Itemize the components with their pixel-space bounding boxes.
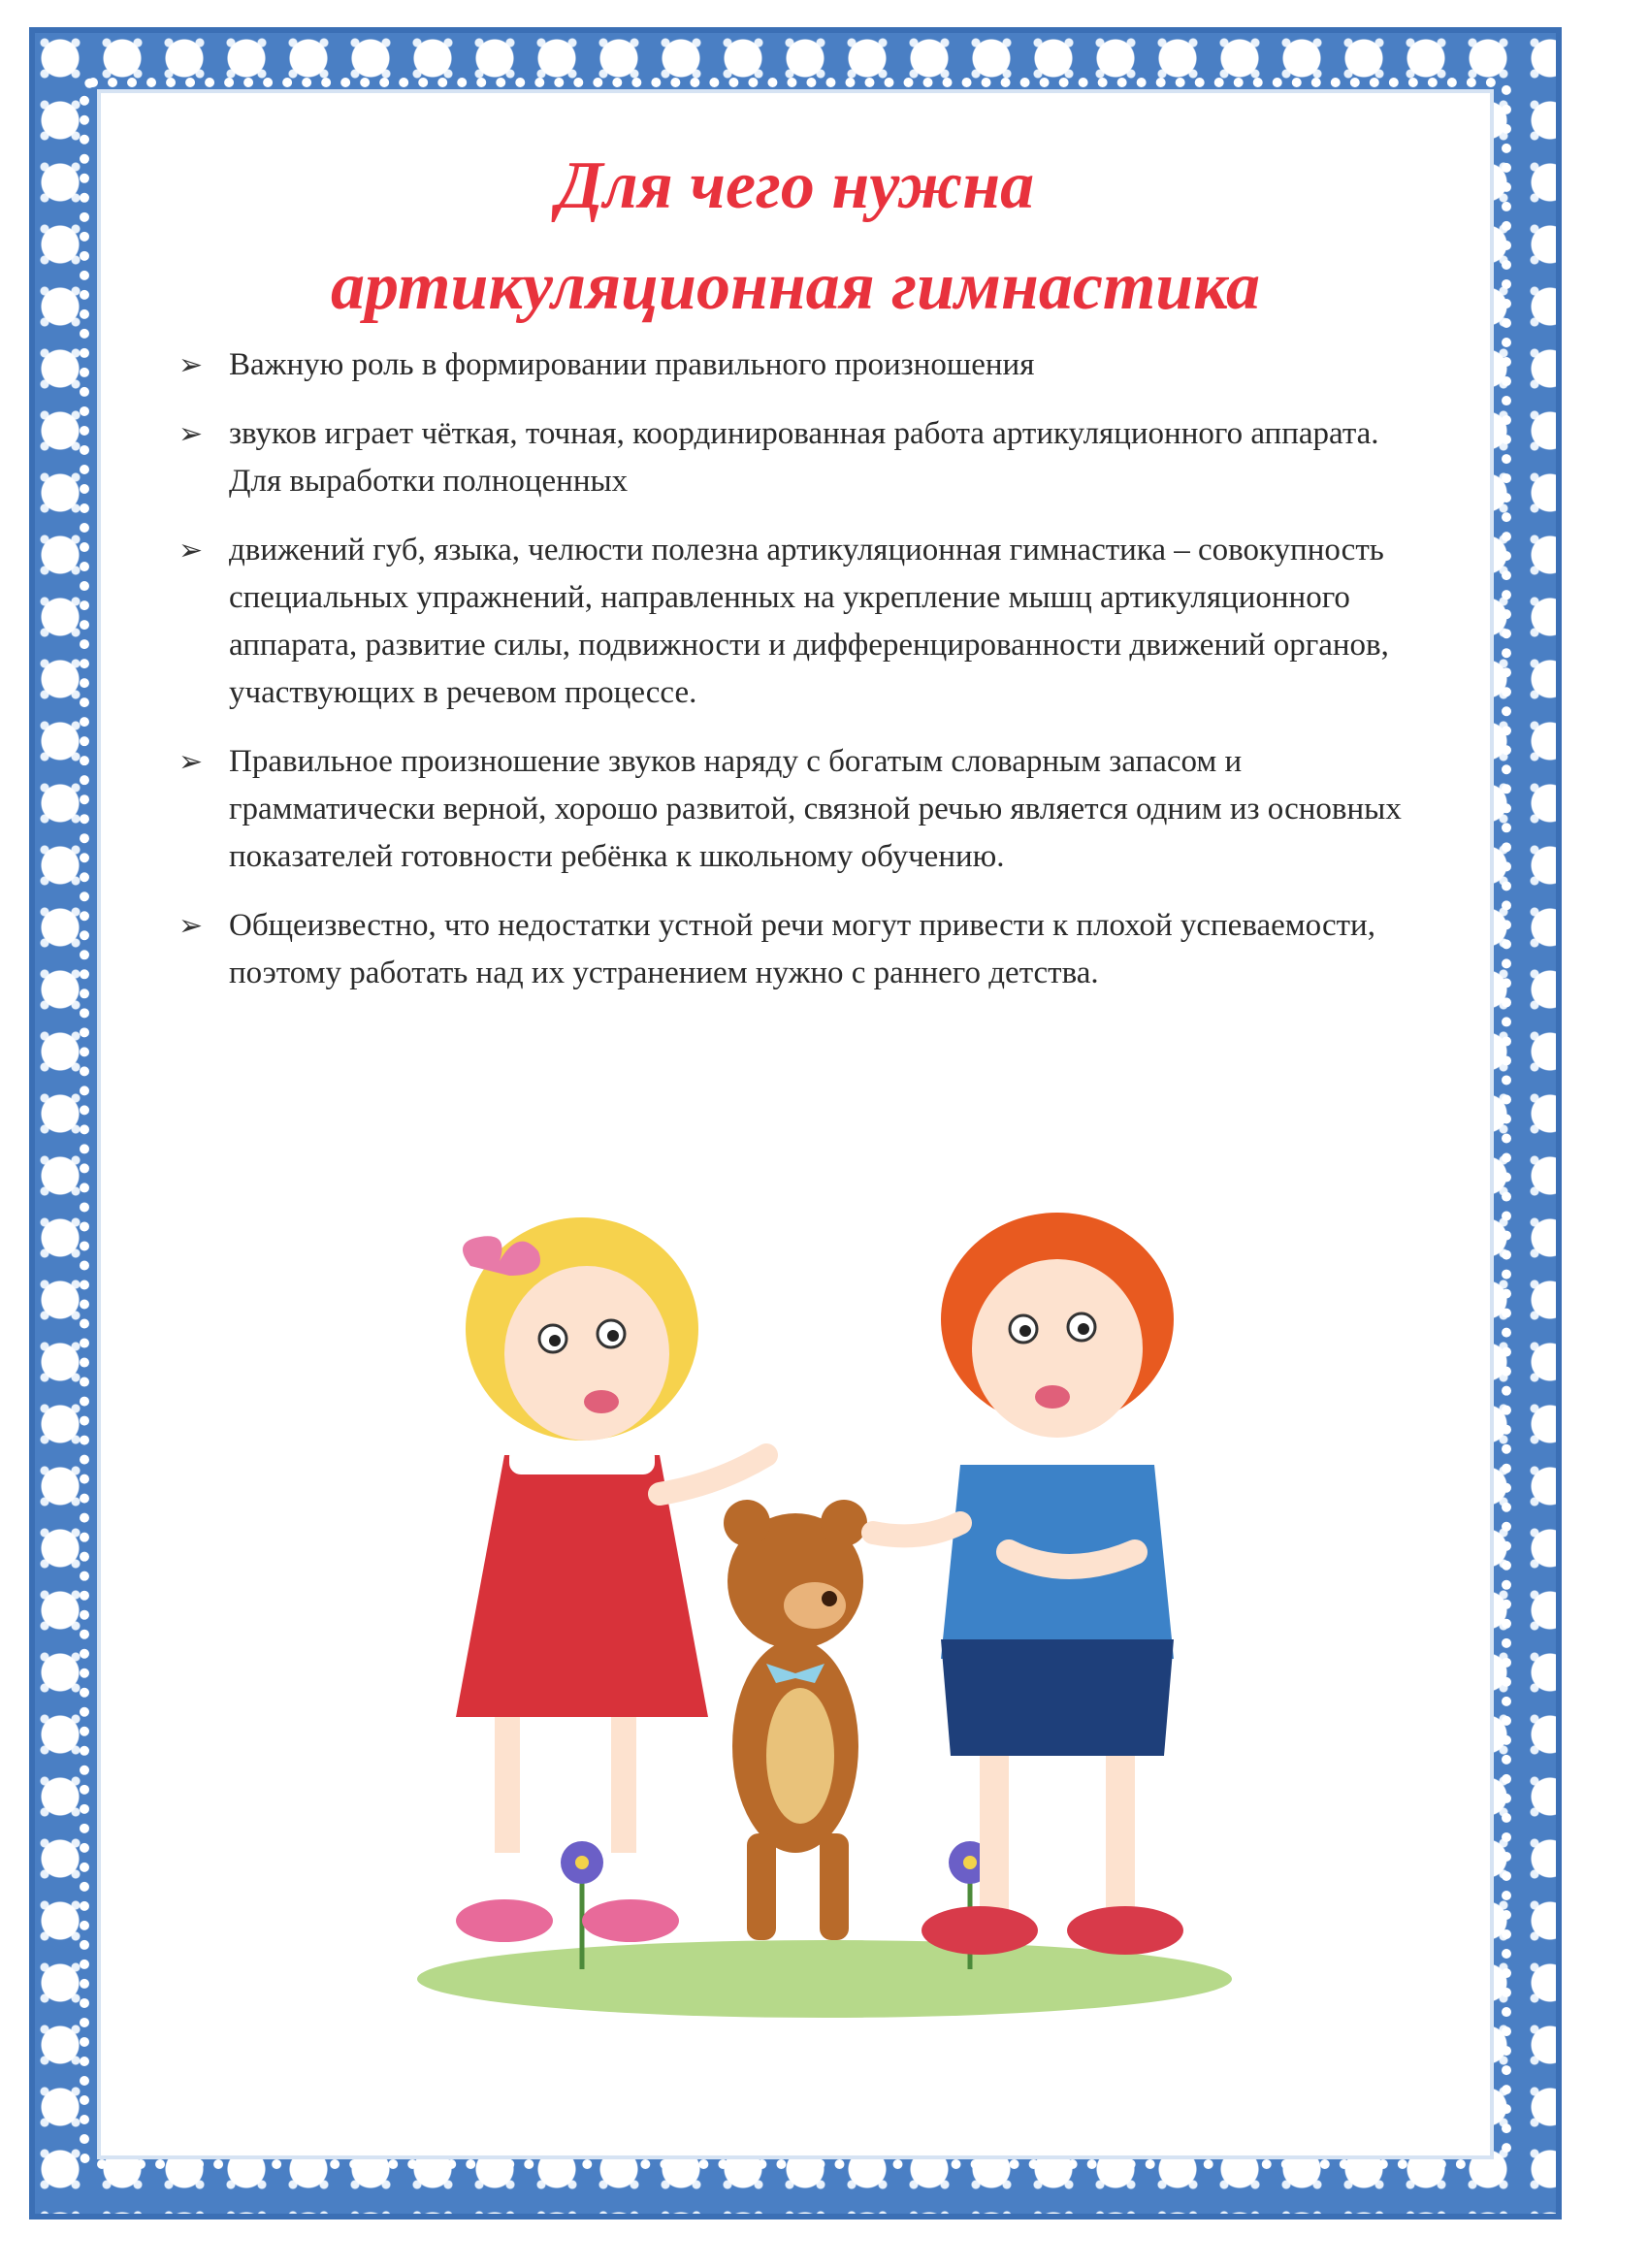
list-item bbox=[175, 410, 1406, 505]
arrow-bullet-icon: ➢ bbox=[178, 746, 204, 778]
list-item-text: звуков играет чёткая, точная, координированная работа артикуляционного аппарата. Для выработки полноценных bbox=[229, 416, 1379, 499]
list-item-text: Правильное произношение звуков наряду с богатым словарным запасом и грамматически верной, хорошо развитой, связной речью является одним из основных показателей готовности ребёнка к школьному обучению. bbox=[229, 744, 1402, 874]
arrow-bullet-icon: ➢ bbox=[178, 418, 204, 450]
page-title bbox=[114, 136, 1476, 338]
children-with-teddy-bear-illustration bbox=[340, 1174, 1310, 2027]
list-item bbox=[175, 341, 1406, 389]
list-item bbox=[175, 738, 1406, 881]
teddy-bear bbox=[724, 1500, 867, 1940]
arrow-bullet-icon: ➢ bbox=[178, 910, 204, 942]
list-item bbox=[175, 902, 1406, 997]
boy-figure bbox=[873, 1213, 1183, 1955]
bullet-list bbox=[175, 341, 1406, 1019]
arrow-bullet-icon: ➢ bbox=[178, 535, 204, 567]
list-item-text: Важную роль в формировании правильного произношения bbox=[229, 347, 1035, 382]
list-item-text: движений губ, языка, челюсти полезна артикуляционная гимнастика – совокупность специальных упражнений, направленных на укрепление мышц артикуляционного аппарата, развитие силы, подвижности и дифференцированности движений органов, участвующих в речевом процессе. bbox=[229, 533, 1389, 710]
title-line-1: Для чего нужна bbox=[556, 148, 1035, 223]
list-item bbox=[175, 527, 1406, 717]
list-item-text: Общеизвестно, что недостатки устной речи могут привести к плохой успеваемости, поэтому работать над их устранением нужно с раннего детства. bbox=[229, 908, 1375, 990]
girl-figure bbox=[456, 1217, 766, 1942]
arrow-bullet-icon: ➢ bbox=[178, 349, 204, 381]
title-line-2: артикуляционная гимнастика bbox=[330, 249, 1261, 324]
